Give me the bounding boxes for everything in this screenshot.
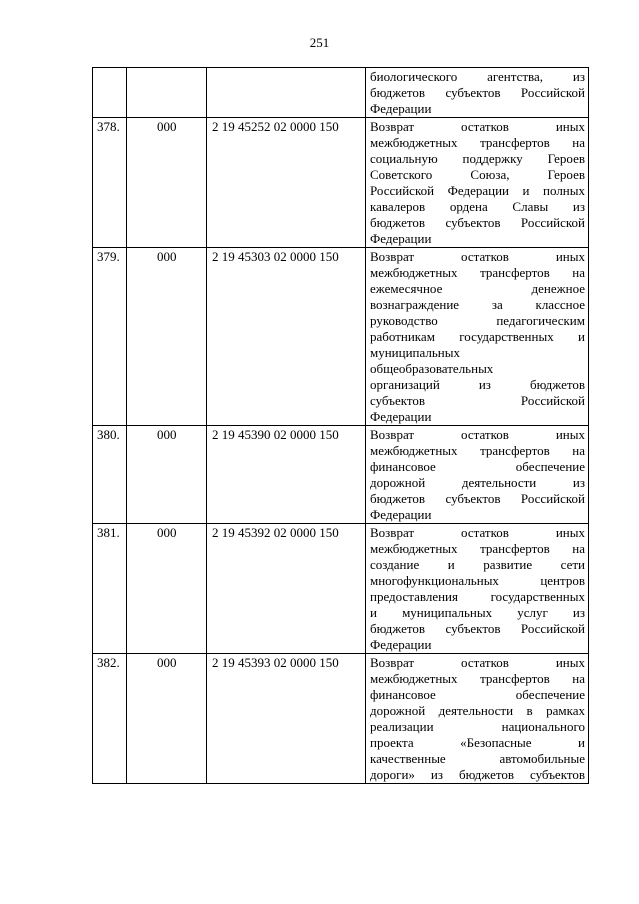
description-line: субъектов Российской [370,393,585,408]
description-line: проекта «Безопасные и [370,735,585,750]
table-row-378 [93,118,589,248]
row-number-cell: 380. [93,426,127,524]
description-line: предоставления государственных [370,589,585,604]
budget-code-cell: 2 19 45303 02 0000 150 [207,248,366,426]
admin-code-cell: 000 [127,654,207,784]
description-line: кавалеров ордена Славы из [370,199,585,214]
table-row-379 [93,248,589,426]
description-line: финансовое обеспечение [370,687,585,702]
row-number-cell [93,68,127,118]
table-body [93,68,589,784]
description-line: Возврат остатков иных [370,119,585,134]
admin-code-cell: 000 [127,426,207,524]
description-line: руководство педагогическим [370,313,585,328]
description-line: реализации национального [370,719,585,734]
description-line: социальную поддержку Героев [370,151,585,166]
table-row-382 [93,654,589,784]
admin-code-cell: 000 [127,248,207,426]
description-line: Возврат остатков иных [370,525,585,540]
description-cell [366,654,589,784]
budget-code-cell: 2 19 45390 02 0000 150 [207,426,366,524]
description-line: качественные автомобильные [370,751,585,766]
description-line: Федерации [370,101,432,116]
row-number-cell: 382. [93,654,127,784]
table-row-381 [93,524,589,654]
description-line: и муниципальных услуг из [370,605,585,620]
description-line: Возврат остатков иных [370,655,585,670]
description-line: вознаграждение за классное [370,297,585,312]
description-cell [366,68,589,118]
description-line: Российской Федерации и полных [370,183,585,198]
description-line: Федерации [370,409,432,424]
description-line: ежемесячное денежное [370,281,585,296]
description-line: Возврат остатков иных [370,427,585,442]
description-line: дорожной деятельности в рамках [370,703,585,718]
description-line: дорожной деятельности из [370,475,585,490]
description-cell [366,248,589,426]
description-line: бюджетов субъектов Российской [370,491,585,506]
description-line: бюджетов субъектов Российской [370,621,585,636]
description-line: межбюджетных трансфертов на [370,541,585,556]
description-line: дороги» из бюджетов субъектов [370,767,585,782]
page-number: 251 [309,35,330,50]
description-line: бюджетов субъектов Российской [370,215,585,230]
description-line: создание и развитие сети [370,557,585,572]
admin-code-cell [127,68,207,118]
description-line: муниципальных [370,345,461,360]
description-cell [366,426,589,524]
description-line: общеобразовательных [370,361,494,376]
row-number-cell: 378. [93,118,127,248]
row-number-cell: 381. [93,524,127,654]
description-line: Федерации [370,507,432,522]
description-cell [366,118,589,248]
description-line: Возврат остатков иных [370,249,585,264]
budget-codes-table [92,67,589,784]
description-line: межбюджетных трансфертов на [370,443,585,458]
description-line: межбюджетных трансфертов на [370,265,585,280]
budget-code-cell: 2 19 45252 02 0000 150 [207,118,366,248]
description-cell [366,524,589,654]
budget-code-cell: 2 19 45393 02 0000 150 [207,654,366,784]
row-number-cell: 379. [93,248,127,426]
budget-code-cell [207,68,366,118]
table-row-380 [93,426,589,524]
description-line: работникам государственных и [370,329,585,344]
description-line: биологического агентства, из [370,69,585,84]
description-line: межбюджетных трансфертов на [370,671,585,686]
admin-code-cell: 000 [127,524,207,654]
description-line: Федерации [370,231,432,246]
description-line: финансовое обеспечение [370,459,585,474]
description-line: Федерации [370,637,432,652]
description-line: Советского Союза, Героев [370,167,585,182]
description-line: многофункциональных центров [370,573,585,588]
description-line: межбюджетных трансфертов на [370,135,585,150]
admin-code-cell: 000 [127,118,207,248]
description-line: бюджетов субъектов Российской [370,85,585,100]
description-line: организаций из бюджетов [370,377,585,392]
budget-code-cell: 2 19 45392 02 0000 150 [207,524,366,654]
table-row-continuation [93,68,589,118]
